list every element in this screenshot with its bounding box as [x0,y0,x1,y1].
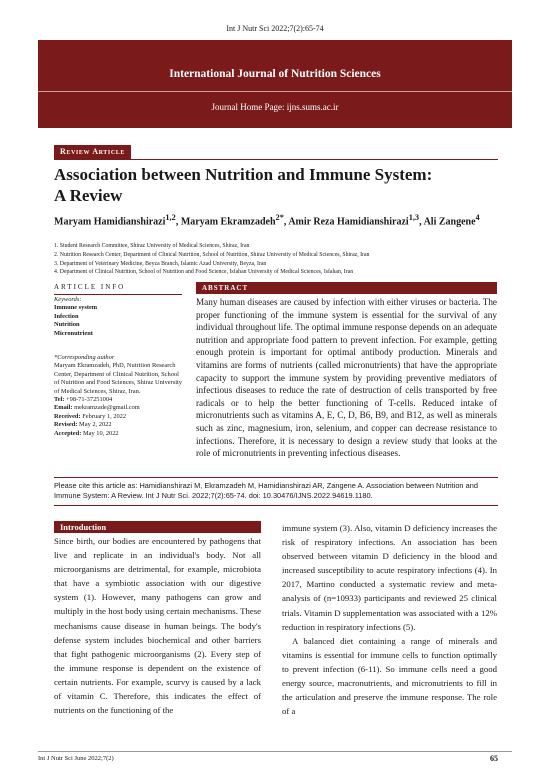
author-separator: , [175,216,181,228]
author-affiliation-mark: 4 [475,213,480,222]
abstract-heading: ABSTRACT [196,282,497,294]
corresponding-label: *Corresponding author [54,354,115,362]
keywords-label: Keywords: [54,296,82,303]
journal-home-page: Journal Home Page: ijns.sums.ac.ir [211,102,339,112]
corresponding-details: Maryam Ekramzadeh, PhD, Nutrition Research Center, Department of Clinical Nutrition, School of Nutrition and Food Sciences, Shiraz University of Medical Sciences, Shiraz, Iran. [54,362,182,395]
tel-label: Tel: [54,396,65,404]
keyword: Nutrition [54,321,80,329]
received-date [54,413,182,421]
title-line-2: A Review [54,186,123,205]
revised-value: May 2, 2022 [79,421,112,429]
author-name: Maryam Hamidianshirazi [54,216,166,228]
title-line-1: Association between Nutrition and Immune System: [54,165,433,184]
body-paragraph: A balanced diet containing a range of minerals and vitamins is essential for immune cells to function optimally to prevent infection (6-11). So immune cells need a good energy source, macronutrients, and micronutrients to fill in the articulation and preserve the immune response. The role of a [282,635,497,717]
article-info-panel [54,296,182,438]
abstract-text: Many human diseases are caused by infection with either viruses or bacteria. The proper functioning of the immune system is essential for the survival of any individual throughout life. The optimal immune response depends on an adequate nutrition and appropriate food pattern to prevent infection. For example, getting enough protein is important for optimal antibody production. Minerals and vitamins are forms of nutrients (called micronutrients) that have the appropriate capacity to support the immune system by providing preventive mediators of infectious diseases to reduce the rate of destruction of cells transported by free radicals or to help the better functioning of T-cells. Reduced intake of micronutrients such as vitamins A, E, C, D, B6, B9, and B12, as well as minerals such as zinc, magnesium, iron, selenium, and copper can decrease resistance to infections. Therefore, it is necessary to design a review study that looks at the role of micronutrients in preventing infectious diseases. [196,297,497,459]
journal-reference: Int J Nutr Sci 2022;7(2):65-74 [226,24,324,33]
corresponding-email [54,404,182,412]
journal-title: International Journal of Nutrition Sciences [169,68,381,80]
footer-issue: Int J Nutr Sci June 2022;7(2) [38,755,114,762]
email-value[interactable]: mekramzade@gmail.com [74,404,140,412]
received-value: February 1, 2022 [82,412,127,420]
article-type-badge: Review Article [54,145,131,159]
affiliations [54,242,498,277]
keyword: Infection [54,312,79,320]
body-paragraph: immune system (3). Also, vitamin D deficiency increases the risk of respiratory infections. An association has been observed between vitamin D deficiency in the blood and increased susceptibility to acute respiratory infections (4). In 2017, Martino conducted a systematic review and meta-analysis of (n=10933) participants and reviewed 25 clinical trials. Vitamin D supplementation was associated with a 12% reduction in respiratory infections (5). [282,523,497,632]
tel-value: +98-71-37251004 [66,396,113,404]
author-affiliation-mark: 1,2 [165,213,176,222]
keyword: Micronutrient [54,329,93,337]
page-number: 65 [490,754,498,763]
journal-banner [38,40,512,128]
affiliation: 2. Nutrition Research Center, Department of Clinical Nutrition, School of Nutrition, Shiraz University of Medical Sciences, Shiraz, Iran [54,251,370,258]
affiliation: 1. Student Research Committee, Shiraz University of Medical Sciences, Shiraz, Iran [54,243,250,249]
introduction-heading: Introduction [54,521,261,533]
title-divider [54,159,498,160]
accepted-label: Accepted: [54,429,82,437]
received-label: Received: [54,412,81,420]
author-affiliation-mark: 1,3 [408,213,420,222]
accepted-value: May 10, 2022 [82,429,119,437]
affiliation: 3. Department of Veterinary Medicine, Beyza Branch, Islamic Azad University, Beyza, Iran [54,260,267,267]
corresponding-author [54,354,182,438]
revised-date [54,421,182,429]
accepted-date [54,430,182,438]
author-name: Ali Zangene [423,216,476,228]
corresponding-tel [54,396,182,404]
keyword: Immune system [54,304,98,312]
author-list [54,210,498,229]
banner-divider [38,91,512,92]
author-separator: , [419,216,424,228]
revised-label: Revised: [54,421,78,429]
author-name: Amir Reza Hamidianshirazi [288,216,409,228]
affiliation: 4. Department of Clinical Nutrition, School of Nutrition and Food Science, Isfahan University of Medical Sciences, Isfahan, Iran [54,269,354,276]
footer-divider [38,751,512,752]
article-title [54,164,498,206]
email-label: Email: [54,404,73,412]
author-separator: , [283,216,289,228]
citation-box: Please cite this article as: Hamidianshirazi M, Ekramzadeh M, Hamidianshirazi AR, Zangene A. Association between Nutrition and Immune System: A Review. Int J Nutr Sci. 2022;7(2):65-74. doi: 10.30476/IJNS.2022.94619.1180. [54,477,498,506]
author-affiliation-mark: 2* [275,213,284,222]
body-column-left: Since birth, our bodies are encountered by pathogens that live and replicate in an individual's body. Not all microorganisms are detrimental, for example, microbiota that have a symbiotic association with our digestive system (1). However, many pathogens can grow and multiply in the host body using certain mechanisms. These mechanisms cause disease in human beings. The body's defense system includes biochemical and other barriers that fight pathogenic microorganisms (2). Every step of the immune response is dependent on the existence of certain nutrients. For example, scurvy is caused by a lack of vitamin C. Therefore, this indicates the effect of nutrients on the functioning of the [54,536,261,716]
body-column-right [282,521,497,718]
author-name: Maryam Ekramzadeh [180,216,276,228]
article-info-heading: ARTICLE INFO [54,283,182,295]
